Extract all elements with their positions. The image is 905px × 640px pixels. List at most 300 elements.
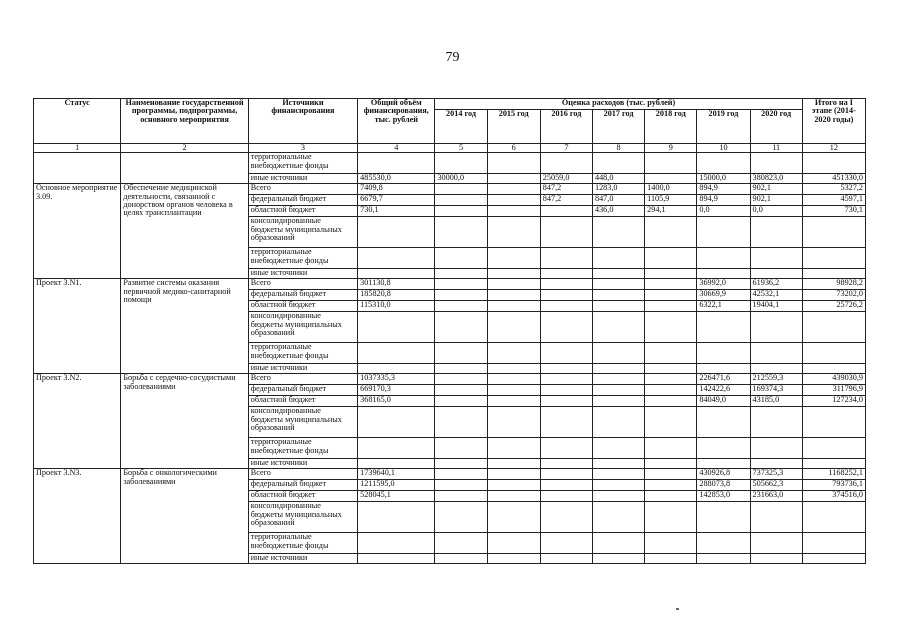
row-program-name: Обеспечение медицинской деятельности, связанной с донорством органов человека в целях трансплантации [121,184,248,279]
row-year-value [540,407,592,438]
row-stage-total [802,407,865,438]
row-year-value [750,407,802,438]
row-funding-source: иные источники [248,174,357,184]
row-year-value [487,480,540,491]
row-year-value [645,217,697,248]
table-row [34,469,866,480]
row-year-value [697,269,750,279]
row-year-value [645,502,697,533]
row-year-value [697,312,750,343]
row-status [34,153,121,184]
row-year-value: 169374,3 [750,385,802,396]
row-year-value [592,459,644,469]
row-year-value [435,385,487,396]
row-stage-total [802,554,865,564]
header-year: 2015 год [487,110,540,144]
row-year-value: 0,0 [750,206,802,217]
row-funding-source: областной бюджет [248,491,357,502]
row-year-value [750,248,802,269]
column-index: 1 [34,144,121,153]
row-year-value [592,480,644,491]
row-year-value [750,153,802,174]
row-year-value [487,374,540,385]
row-total-funding [358,153,435,174]
row-total-funding: 485530,0 [358,174,435,184]
row-year-value [697,438,750,459]
row-year-value [487,153,540,174]
row-funding-source: иные источники [248,269,357,279]
row-year-value [540,374,592,385]
row-year-value: 505662,3 [750,480,802,491]
row-year-value [540,269,592,279]
row-year-value: 30000,0 [435,174,487,184]
row-year-value [540,533,592,554]
row-year-value [592,248,644,269]
row-year-value [540,480,592,491]
row-stage-total [802,312,865,343]
row-year-value [487,407,540,438]
row-year-value [750,364,802,374]
row-status: Проект 3.N1. [34,279,121,374]
row-status: Основное мероприятие 3.09. [34,184,121,279]
row-total-funding [358,343,435,364]
row-year-value [487,174,540,184]
row-year-value: 231663,0 [750,491,802,502]
row-year-value: 430926,8 [697,469,750,480]
row-year-value [697,364,750,374]
row-year-value: 737325,3 [750,469,802,480]
row-funding-source: федеральный бюджет [248,385,357,396]
row-stage-total: 25726,2 [802,301,865,312]
row-year-value: 1400,0 [645,184,697,195]
row-year-value [645,374,697,385]
row-year-value: 142853,0 [697,491,750,502]
row-stage-total: 730,1 [802,206,865,217]
row-year-value [435,396,487,407]
row-total-funding [358,364,435,374]
row-stage-total: 374516,0 [802,491,865,502]
row-year-value: 448,0 [592,174,644,184]
table-row [34,153,866,174]
row-year-value [487,343,540,364]
row-status: Проект 3.N3. [34,469,121,564]
row-year-value [592,533,644,554]
row-year-value: 42532,1 [750,290,802,301]
column-index: 2 [121,144,248,153]
row-year-value [487,396,540,407]
row-year-value [487,184,540,195]
scan-mark [676,608,679,610]
row-stage-total [802,502,865,533]
row-year-value [435,290,487,301]
row-year-value [487,385,540,396]
column-index: 10 [697,144,750,153]
row-stage-total [802,533,865,554]
row-year-value [435,364,487,374]
row-funding-source: Всего [248,469,357,480]
row-year-value [645,459,697,469]
row-stage-total: 73202,0 [802,290,865,301]
row-funding-source: территориальные внебюджетные фонды [248,343,357,364]
row-stage-total: 98928,2 [802,279,865,290]
column-index: 6 [487,144,540,153]
row-program-name: Борьба с сердечно-сосудистыми заболеваниями [121,374,248,469]
row-year-value [540,343,592,364]
row-year-value [435,217,487,248]
row-year-value [592,396,644,407]
row-year-value [750,459,802,469]
row-year-value [645,153,697,174]
row-total-funding: 1739640,1 [358,469,435,480]
row-year-value [540,554,592,564]
row-year-value [592,153,644,174]
row-year-value [435,301,487,312]
row-stage-total: 439030,9 [802,374,865,385]
row-year-value [435,248,487,269]
row-year-value [645,248,697,269]
row-year-value [540,396,592,407]
row-year-value: 61936,2 [750,279,802,290]
row-total-funding [358,502,435,533]
row-year-value [645,491,697,502]
row-year-value: 36992,0 [697,279,750,290]
row-year-value [435,554,487,564]
row-year-value [435,533,487,554]
row-funding-source: консолидированные бюджеты муниципальных образований [248,217,357,248]
row-year-value [592,364,644,374]
row-year-value [540,153,592,174]
row-year-value [645,364,697,374]
row-funding-source: территориальные внебюджетные фонды [248,153,357,174]
table-body [34,144,866,564]
row-stage-total [802,248,865,269]
row-funding-source: консолидированные бюджеты муниципальных образований [248,407,357,438]
row-year-value [592,374,644,385]
row-year-value [435,279,487,290]
row-year-value [645,480,697,491]
row-year-value [435,269,487,279]
row-stage-total: 1168252,1 [802,469,865,480]
row-year-value: 847,0 [592,195,644,206]
row-year-value: 25059,0 [540,174,592,184]
row-year-value: 902,1 [750,195,802,206]
row-year-value [487,364,540,374]
row-year-value [540,248,592,269]
row-year-value [435,407,487,438]
row-total-funding: 115310,0 [358,301,435,312]
row-year-value [435,195,487,206]
row-year-value [435,153,487,174]
row-stage-total [802,459,865,469]
row-year-value [645,533,697,554]
budget-table [33,98,866,564]
row-total-funding: 185820,8 [358,290,435,301]
row-year-value [592,343,644,364]
row-year-value [487,279,540,290]
row-year-value [592,491,644,502]
column-index: 8 [592,144,644,153]
page-number: 79 [445,50,460,65]
row-total-funding [358,407,435,438]
row-total-funding: 528045,1 [358,491,435,502]
row-year-value [750,312,802,343]
header-program-name: Наименование государственной программы, подпрограммы, основного мероприятия [121,99,248,144]
row-funding-source: Всего [248,374,357,385]
row-year-value [435,312,487,343]
row-year-value [435,206,487,217]
row-total-funding: 1211595,0 [358,480,435,491]
row-year-value [540,491,592,502]
row-total-funding [358,554,435,564]
row-year-value [487,459,540,469]
row-year-value [487,206,540,217]
row-year-value: 288073,8 [697,480,750,491]
row-funding-source: консолидированные бюджеты муниципальных образований [248,502,357,533]
row-year-value [487,533,540,554]
row-funding-source: иные источники [248,554,357,564]
row-year-value [435,469,487,480]
row-funding-source: Всего [248,279,357,290]
column-index: 9 [645,144,697,153]
row-funding-source: федеральный бюджет [248,195,357,206]
row-year-value [697,343,750,364]
row-year-value: 19404,1 [750,301,802,312]
row-stage-total: 127234,0 [802,396,865,407]
row-funding-source: территориальные внебюджетные фонды [248,438,357,459]
row-year-value [750,217,802,248]
header-year: 2017 год [592,110,644,144]
row-funding-source: Всего [248,184,357,195]
row-stage-total [802,364,865,374]
row-funding-source: территориальные внебюджетные фонды [248,248,357,269]
row-year-value [540,438,592,459]
header-status: Статус [34,99,121,144]
header-year: 2020 год [750,110,802,144]
row-total-funding: 730,1 [358,206,435,217]
row-year-value: 294,1 [645,206,697,217]
row-total-funding [358,217,435,248]
row-year-value [750,502,802,533]
column-index: 7 [540,144,592,153]
row-stage-total [802,269,865,279]
row-total-funding [358,269,435,279]
header-year: 2018 год [645,110,697,144]
row-year-value [487,248,540,269]
header-total-funding: Общий объём финансирования, тыс. рублей [358,99,435,144]
row-year-value [645,407,697,438]
row-year-value [487,195,540,206]
column-index: 5 [435,144,487,153]
row-year-value [592,301,644,312]
row-total-funding: 1037335,3 [358,374,435,385]
row-funding-source: областной бюджет [248,206,357,217]
row-year-value [697,407,750,438]
row-year-value [487,502,540,533]
row-year-value [645,343,697,364]
row-funding-source: территориальные внебюджетные фонды [248,533,357,554]
row-year-value [540,290,592,301]
table-row [34,279,866,290]
row-year-value [645,385,697,396]
row-year-value [592,269,644,279]
row-year-value: 380823,0 [750,174,802,184]
row-year-value [540,312,592,343]
row-year-value [487,301,540,312]
row-year-value [487,269,540,279]
row-year-value: 894,9 [697,184,750,195]
row-stage-total [802,343,865,364]
row-year-value: 1105,9 [645,195,697,206]
row-year-value [435,502,487,533]
row-year-value [435,459,487,469]
row-year-value [645,290,697,301]
row-year-value [645,396,697,407]
row-year-value [592,279,644,290]
row-year-value [487,312,540,343]
row-stage-total [802,438,865,459]
row-funding-source: областной бюджет [248,396,357,407]
header-year: 2016 год [540,110,592,144]
row-year-value [540,459,592,469]
row-year-value: 142422,6 [697,385,750,396]
row-year-value [697,248,750,269]
row-year-value [540,301,592,312]
row-year-value: 226471,6 [697,374,750,385]
table-row [34,374,866,385]
row-year-value: 894,9 [697,195,750,206]
row-year-value [645,269,697,279]
row-year-value [645,312,697,343]
header-year: 2014 год [435,110,487,144]
header-funding-sources: Источники финансирования [248,99,357,144]
row-year-value: 30669,9 [697,290,750,301]
row-year-value [750,533,802,554]
row-year-value [592,438,644,459]
row-year-value [487,554,540,564]
row-year-value [645,174,697,184]
row-stage-total: 451330,0 [802,174,865,184]
header-stage-total: Итого на I этапе (2014-2020 годы) [802,99,865,144]
row-year-value: 43185,0 [750,396,802,407]
row-stage-total [802,153,865,174]
row-year-value: 15000,0 [697,174,750,184]
row-year-value [750,343,802,364]
row-total-funding: 301130,8 [358,279,435,290]
table-row [34,184,866,195]
row-year-value [750,438,802,459]
row-status: Проект 3.N2. [34,374,121,469]
row-year-value [540,206,592,217]
row-year-value [540,385,592,396]
row-year-value [645,279,697,290]
row-total-funding: 669170,3 [358,385,435,396]
row-year-value [435,491,487,502]
row-total-funding: 7409,8 [358,184,435,195]
row-funding-source: федеральный бюджет [248,480,357,491]
column-index: 12 [802,144,865,153]
row-year-value [540,469,592,480]
row-year-value [540,364,592,374]
row-funding-source: иные источники [248,364,357,374]
row-stage-total: 311796,9 [802,385,865,396]
column-index: 3 [248,144,357,153]
row-year-value [540,217,592,248]
row-total-funding [358,312,435,343]
row-year-value [487,438,540,459]
row-year-value: 212559,3 [750,374,802,385]
row-year-value [592,502,644,533]
row-funding-source: федеральный бюджет [248,290,357,301]
row-program-name: Борьба с онкологическими заболеваниями [121,469,248,564]
row-year-value: 847,2 [540,195,592,206]
row-year-value [645,469,697,480]
row-year-value [645,301,697,312]
row-stage-total: 4597,1 [802,195,865,206]
row-stage-total: 793736,1 [802,480,865,491]
row-year-value [697,533,750,554]
row-year-value [435,438,487,459]
row-year-value [540,279,592,290]
row-program-name [121,153,248,184]
header-expense-estimate: Оценка расходов (тыс. рублей) [435,99,802,110]
row-year-value: 6322,1 [697,301,750,312]
row-year-value [697,554,750,564]
row-year-value [697,153,750,174]
row-year-value [592,217,644,248]
row-funding-source: иные источники [248,459,357,469]
row-year-value [487,491,540,502]
column-index: 11 [750,144,802,153]
row-year-value [697,459,750,469]
row-year-value: 0,0 [697,206,750,217]
row-year-value [435,184,487,195]
row-year-value [592,385,644,396]
row-year-value [697,502,750,533]
row-stage-total: 5327,2 [802,184,865,195]
row-year-value: 84049,0 [697,396,750,407]
row-total-funding [358,459,435,469]
row-year-value [592,290,644,301]
row-funding-source: консолидированные бюджеты муниципальных образований [248,312,357,343]
row-year-value [750,554,802,564]
row-year-value [645,554,697,564]
row-year-value [435,343,487,364]
row-year-value: 1283,0 [592,184,644,195]
header-year: 2019 год [697,110,750,144]
row-year-value: 902,1 [750,184,802,195]
column-index: 4 [358,144,435,153]
row-program-name: Развитие системы оказания первичной медико-санитарной помощи [121,279,248,374]
row-year-value [540,502,592,533]
row-year-value [435,480,487,491]
row-year-value: 436,0 [592,206,644,217]
row-year-value [592,554,644,564]
row-year-value [487,469,540,480]
row-year-value [487,217,540,248]
row-year-value [645,438,697,459]
row-year-value [697,217,750,248]
row-year-value [592,469,644,480]
row-total-funding [358,438,435,459]
row-year-value [592,312,644,343]
row-total-funding: 368165,0 [358,396,435,407]
row-total-funding [358,533,435,554]
row-funding-source: областной бюджет [248,301,357,312]
row-total-funding [358,248,435,269]
row-year-value [435,374,487,385]
row-year-value [592,407,644,438]
row-stage-total [802,217,865,248]
